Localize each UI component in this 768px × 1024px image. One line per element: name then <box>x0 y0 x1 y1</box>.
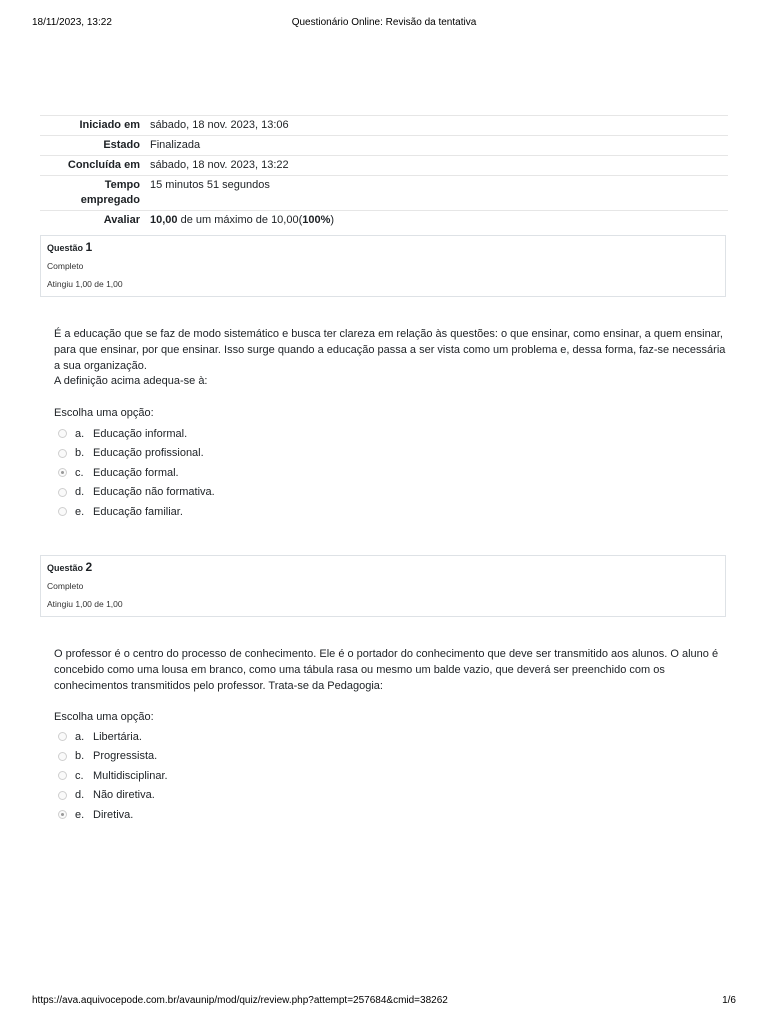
option-label: Libertária. <box>93 730 142 743</box>
option-letter: c. <box>75 466 84 479</box>
option-label: Educação informal. <box>93 427 188 440</box>
option-label: Progressista. <box>93 750 158 763</box>
print-footer <box>32 995 736 1009</box>
answer-option[interactable] <box>58 502 215 522</box>
question-text <box>54 327 726 390</box>
option-letter: d. <box>75 789 85 802</box>
answer-option[interactable] <box>58 766 168 786</box>
answer-options <box>58 727 168 825</box>
option-label: Educação não formativa. <box>93 486 215 499</box>
radio-button[interactable] <box>58 732 67 741</box>
summary-value: sábado, 18 nov. 2023, 13:22 <box>150 159 289 171</box>
option-letter: b. <box>75 750 85 763</box>
print-page-title: Questionário Online: Revisão da tentativa <box>291 17 477 28</box>
option-letter: a. <box>75 730 85 743</box>
summary-label: Estado <box>103 139 140 151</box>
summary-label: Avaliar <box>103 214 140 226</box>
grade-percent: 100% <box>302 214 331 226</box>
grade-text: de um máximo de 10,00( <box>177 214 303 226</box>
radio-button[interactable] <box>58 429 67 438</box>
answer-prompt: Escolha uma opção: <box>54 407 154 419</box>
question-state: Completo <box>47 261 84 271</box>
answer-options <box>58 424 215 522</box>
option-letter: e. <box>75 808 85 821</box>
option-letter: c. <box>75 769 84 782</box>
question-number: 2 <box>85 560 93 574</box>
print-url: https://ava.aquivocepode.com.br/avaunip/mod/quiz/review.php?attempt=257684&cmid=38262 <box>32 995 448 1006</box>
option-label: Diretiva. <box>93 808 134 821</box>
answer-option[interactable] <box>58 727 168 747</box>
question-title <box>47 560 719 575</box>
radio-button[interactable] <box>58 752 67 761</box>
question-grade: Atingiu 1,00 de 1,00 <box>47 599 123 609</box>
summary-row-grade <box>40 211 728 231</box>
answer-option[interactable] <box>58 786 168 806</box>
radio-button[interactable] <box>58 488 67 497</box>
question-title <box>47 240 719 255</box>
summary-label <box>40 176 150 211</box>
question-state: Completo <box>47 581 84 591</box>
question-text-paragraph: O professor é o centro do processo de conhecimento. Ele é o portador do conhecimento que deve ser transmitido aos alunos. O aluno é concebido como uma lousa em branco, como uma tábula rasa ou mesmo um balde vazio, que deverá ser preenchido com os conhecimentos transmitidos pelo professor. Trata-se da Pedagogia: <box>54 648 719 692</box>
summary-label-line-1: Tempo <box>104 179 140 191</box>
option-label: Educação familiar. <box>93 505 183 518</box>
radio-button-selected[interactable] <box>58 468 67 477</box>
option-label: Não diretiva. <box>93 789 155 802</box>
option-letter: d. <box>75 486 85 499</box>
answer-option[interactable] <box>58 444 215 464</box>
question-info-box <box>40 235 726 297</box>
summary-row-state <box>40 136 728 156</box>
attempt-summary-table <box>40 115 728 230</box>
summary-row-time <box>40 176 728 211</box>
question-number: 1 <box>85 240 93 254</box>
summary-value: sábado, 18 nov. 2023, 13:06 <box>150 119 289 131</box>
print-datetime: 18/11/2023, 13:22 <box>32 17 112 28</box>
radio-button-selected[interactable] <box>58 810 67 819</box>
print-page-number: 1/6 <box>722 995 736 1006</box>
option-letter: e. <box>75 505 85 518</box>
answer-prompt: Escolha uma opção: <box>54 711 154 723</box>
question-text-paragraph: A definição acima adequa-se à: <box>54 375 208 388</box>
answer-option[interactable] <box>58 424 215 444</box>
grade-close: ) <box>330 214 335 226</box>
option-label: Educação formal. <box>93 466 179 479</box>
answer-option[interactable] <box>58 463 215 483</box>
radio-button[interactable] <box>58 507 67 516</box>
radio-button[interactable] <box>58 771 67 780</box>
summary-row-completed <box>40 156 728 176</box>
option-letter: a. <box>75 427 85 440</box>
summary-value: 15 minutos 51 segundos <box>150 179 270 191</box>
radio-button[interactable] <box>58 791 67 800</box>
answer-option[interactable] <box>58 483 215 503</box>
question-text-paragraph: É a educação que se faz de modo sistemático e busca ter clareza em relação às questões: o que ensinar, como ensinar, a quem ensinar, para que ensinar, por que ensinar. Isso surge quando a educação passa a ser vista como um problema e, dessa forma, faz-se necessária a sua organização. <box>54 328 726 372</box>
option-letter: b. <box>75 447 85 460</box>
question-label: Questão <box>47 243 86 253</box>
summary-value <box>150 211 728 231</box>
answer-option[interactable] <box>58 747 168 767</box>
summary-value: Finalizada <box>150 139 201 151</box>
radio-button[interactable] <box>58 449 67 458</box>
question-grade: Atingiu 1,00 de 1,00 <box>47 279 123 289</box>
option-label: Educação profissional. <box>93 447 204 460</box>
question-label: Questão <box>47 563 86 573</box>
print-header <box>32 17 736 31</box>
question-info-box <box>40 555 726 617</box>
answer-option[interactable] <box>58 805 168 825</box>
summary-label: Iniciado em <box>79 119 140 131</box>
option-label: Multidisciplinar. <box>93 769 168 782</box>
question-text <box>54 647 726 694</box>
summary-label: Concluída em <box>67 159 140 171</box>
grade-score: 10,00 <box>150 214 178 226</box>
summary-label-line-2: empregado <box>80 194 140 206</box>
summary-row-started <box>40 116 728 136</box>
